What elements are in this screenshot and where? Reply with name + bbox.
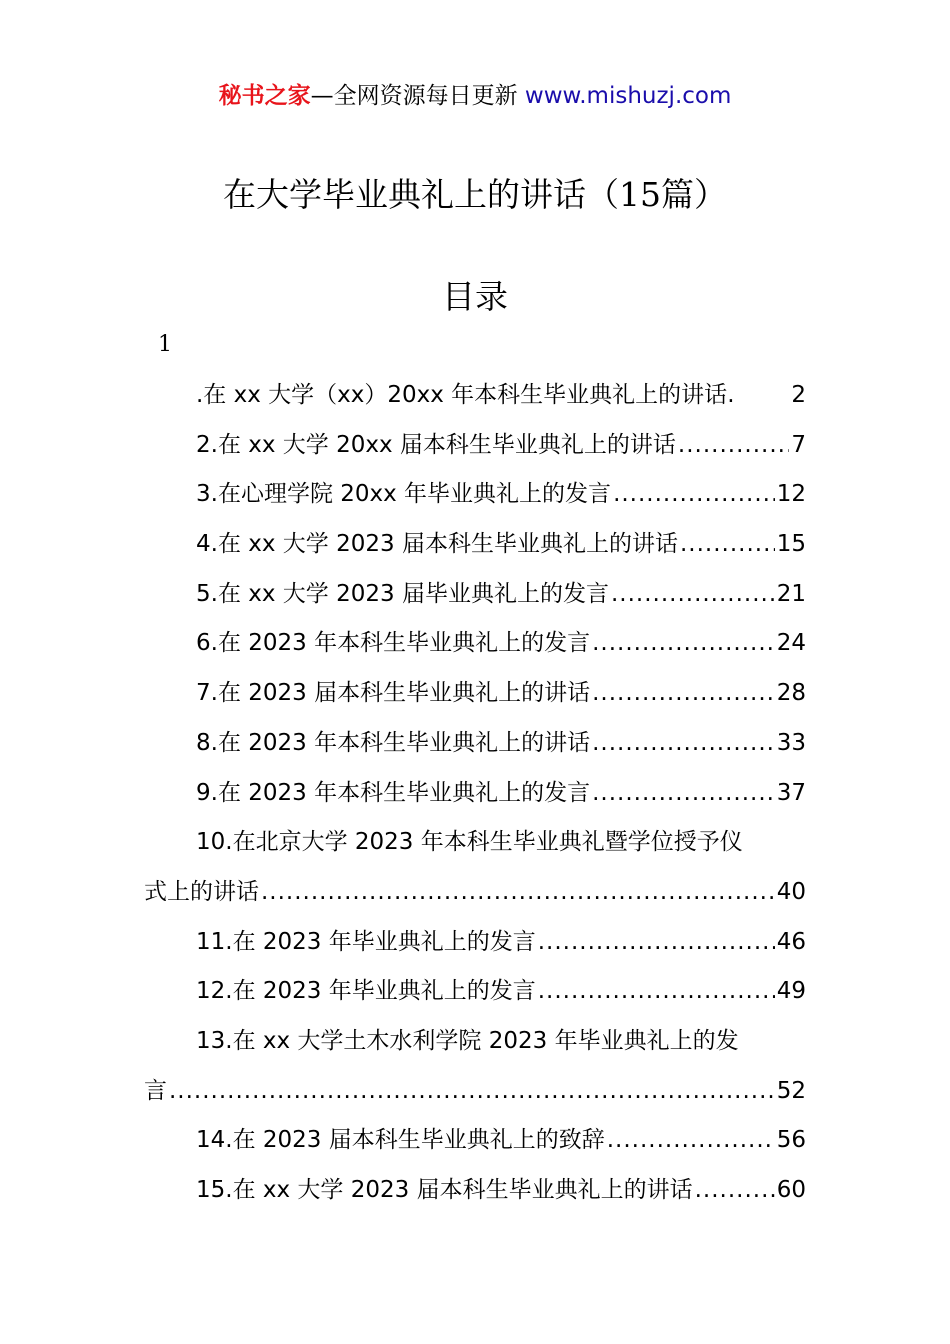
toc-entry[interactable] <box>144 421 806 471</box>
toc-page-number: 49 <box>776 978 806 1005</box>
toc-entry[interactable] <box>144 1017 806 1067</box>
toc-entry[interactable] <box>144 371 806 421</box>
toc-leader-dots <box>613 470 775 520</box>
toc-entry-title-continuation: 言 <box>144 1077 167 1104</box>
toc-entry-continuation[interactable] <box>144 868 806 918</box>
toc-entry-title: 14.在 2023 届本科生毕业典礼上的致辞 <box>196 1127 605 1154</box>
toc-leader-dots <box>538 918 775 968</box>
toc-entry-title: .在 xx 大学（xx）20xx 年本科生毕业典礼上的讲话 <box>196 382 728 408</box>
toc-page-number: 40 <box>776 878 806 905</box>
toc-leader-dots <box>680 520 775 570</box>
toc-entry[interactable] <box>144 669 806 719</box>
toc-page-number: 56 <box>776 1127 806 1154</box>
toc-entry-title: 11.在 2023 年毕业典礼上的发言 <box>196 928 536 955</box>
toc-entry[interactable] <box>144 1116 806 1166</box>
toc-leader-dots <box>592 719 775 769</box>
toc-page-number: 60 <box>776 1177 806 1203</box>
toc-entry-continuation[interactable] <box>144 1067 806 1117</box>
toc-entry[interactable] <box>144 470 806 520</box>
toc-entry-title: 2.在 xx 大学 20xx 届本科生毕业典礼上的讲话 <box>196 431 676 458</box>
document-title <box>0 170 950 220</box>
toc-entry[interactable] <box>144 918 806 968</box>
toc-entry[interactable] <box>144 967 806 1017</box>
toc-entry-title: 6.在 2023 年本科生毕业典礼上的发言 <box>196 630 591 657</box>
toc-page-number: 7 <box>791 431 806 458</box>
toc-entry-title: 3.在心理学院 20xx 年毕业典礼上的发言 <box>196 481 612 508</box>
table-of-contents <box>144 371 806 1216</box>
toc-entry[interactable] <box>144 520 806 570</box>
toc-entry-title: 4.在 xx 大学 2023 届本科生毕业典礼上的讲话 <box>196 531 678 558</box>
toc-leader-dots <box>607 1116 775 1166</box>
title-text: 在大学毕业典礼上的讲话（ <box>223 175 619 214</box>
toc-entry-title: 12.在 2023 年毕业典礼上的发言 <box>196 978 536 1005</box>
toc-leader-dots <box>678 421 789 471</box>
toc-leader-dots <box>538 967 775 1017</box>
toc-page-number: 15 <box>776 531 806 558</box>
title-count: 15 <box>619 175 661 214</box>
toc-leader-dots <box>611 570 775 620</box>
toc-page-number: 24 <box>776 630 806 657</box>
toc-page-number: 52 <box>776 1077 806 1104</box>
toc-page-number: 33 <box>776 729 806 756</box>
toc-entry-title-continuation: 式上的讲话 <box>144 878 259 905</box>
toc-page-number: 2 <box>791 382 806 408</box>
toc-entry[interactable] <box>144 619 806 669</box>
toc-leader-dots <box>592 669 775 719</box>
toc-page-number: 46 <box>776 928 806 955</box>
toc-page-number: 21 <box>776 580 806 607</box>
brand-name: 秘书之家 <box>218 83 311 109</box>
site-url-link[interactable]: www.mishuzj.com <box>517 83 732 109</box>
toc-entry[interactable] <box>144 769 806 819</box>
toc-entry-title: 15.在 xx 大学 2023 届本科生毕业典礼上的讲话 <box>196 1177 693 1203</box>
toc-entry[interactable] <box>144 818 806 868</box>
toc-entry-title: 7.在 2023 届本科生毕业典礼上的讲话 <box>196 680 591 707</box>
toc-entry-title: 8.在 2023 年本科生毕业典礼上的讲话 <box>196 729 591 756</box>
site-header <box>0 80 950 112</box>
site-tagline: —全网资源每日更新 <box>310 83 518 109</box>
toc-page-number: 12 <box>776 481 806 508</box>
toc-leader-dots <box>169 1067 775 1117</box>
toc-leader-dots <box>592 619 775 669</box>
toc-heading: 目录 <box>442 277 508 316</box>
toc-lead-number: 1 <box>158 332 172 357</box>
toc-leader-dots <box>695 1166 775 1216</box>
toc-separator: . <box>727 382 742 408</box>
toc-page-number: 28 <box>776 680 806 707</box>
toc-leader-dots <box>592 769 775 819</box>
toc-page-number: 37 <box>776 779 806 806</box>
toc-entry[interactable] <box>144 719 806 769</box>
toc-entry-title: 5.在 xx 大学 2023 届毕业典礼上的发言 <box>196 580 609 607</box>
toc-leader-dots <box>261 868 775 918</box>
toc-entry-title: 9.在 2023 年本科生毕业典礼上的发言 <box>196 779 591 806</box>
title-suffix: 篇） <box>661 175 727 214</box>
toc-entry[interactable] <box>144 570 806 620</box>
toc-entry-title: 13.在 xx 大学土木水利学院 2023 年毕业典礼上的发 <box>196 1027 739 1054</box>
toc-entry-title: 10.在北京大学 2023 年本科生毕业典礼暨学位授予仪 <box>196 829 743 856</box>
toc-entry[interactable] <box>144 1166 806 1216</box>
